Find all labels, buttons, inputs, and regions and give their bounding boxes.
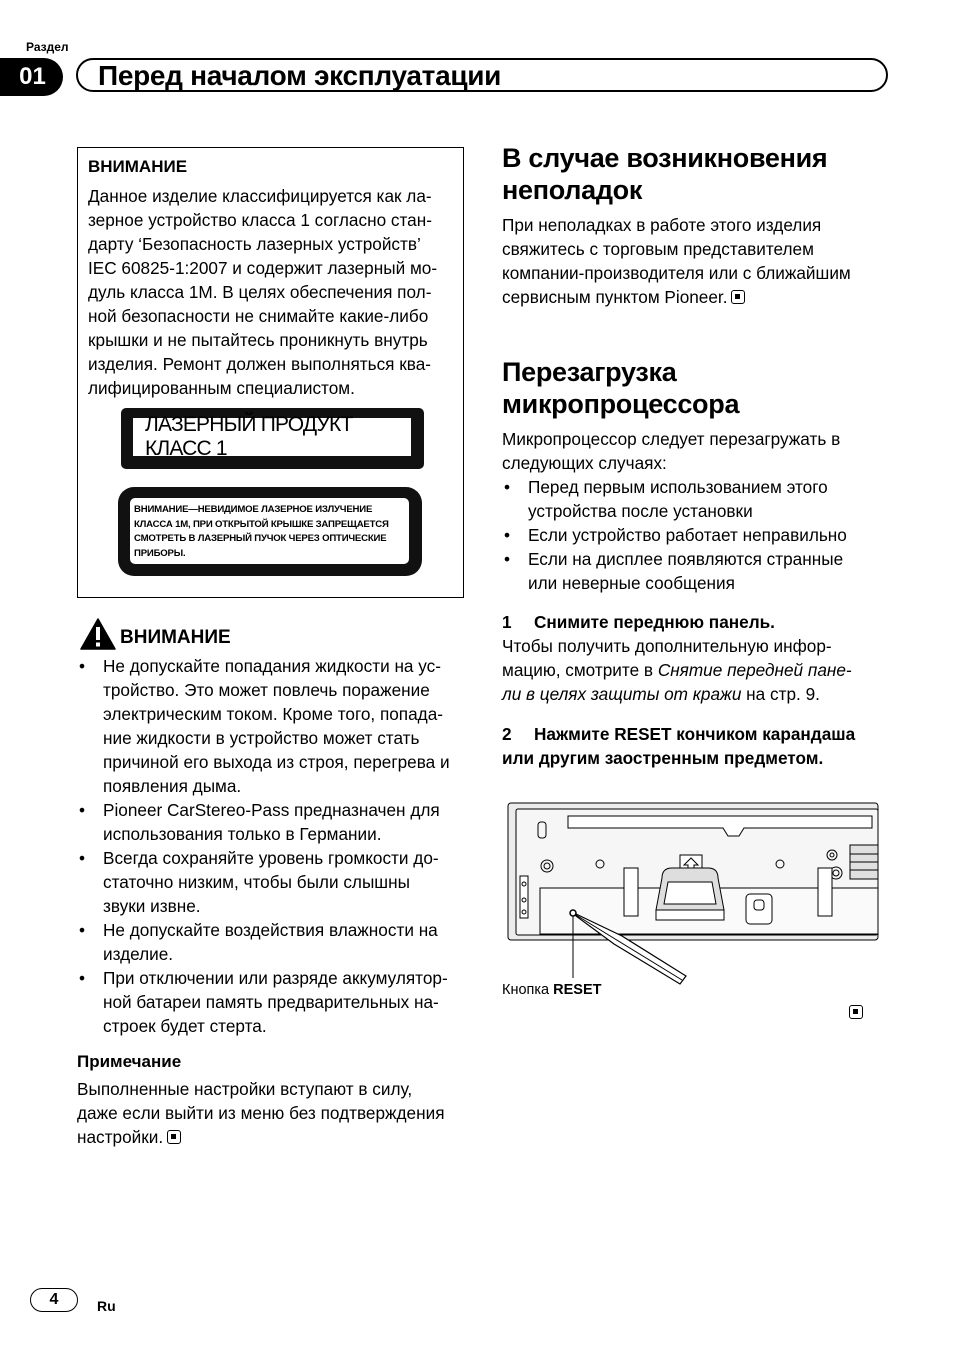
section-label: Раздел	[26, 40, 69, 54]
step-text-part: на стр. 9.	[741, 684, 820, 704]
heading-line: Перезагрузка	[502, 357, 677, 387]
end-mark-icon	[731, 290, 745, 304]
caution-line: крышки и не пытайтесь проникнуть внутрь	[88, 330, 428, 350]
reset-intro-line: Микропроцессор следует перезагружать в	[502, 429, 841, 449]
list-item-line: изделие.	[103, 944, 174, 964]
laser-warning-label	[130, 498, 409, 564]
trouble-line: свяжитесь с торговым представителем	[502, 239, 814, 259]
step-number: 2	[502, 724, 512, 744]
list-item-line: электрическим током. Кроме того, попада-	[103, 704, 443, 724]
caution-line: зерное устройство класса 1 согласно стан-	[88, 210, 432, 230]
laser-warning-line: ВНИМАНИЕ—НЕВИДИМОЕ ЛАЗЕРНОЕ ИЗЛУЧЕНИЕ	[134, 504, 373, 515]
list-item-line: • Не допускайте попадания жидкости на ус-	[103, 656, 441, 676]
cross-reference-link[interactable]: Снятие передней пане-	[657, 660, 852, 680]
reset-button-caption	[502, 982, 601, 998]
list-item-line: статочно низким, чтобы были слышны	[103, 872, 410, 892]
warning-heading: ВНИМАНИЕ	[120, 627, 231, 648]
list-item-line: устройства после установки	[528, 501, 753, 521]
end-mark-icon	[849, 1005, 863, 1019]
reset-intro-line: следующих случаях:	[502, 453, 667, 473]
step-2-title	[502, 722, 922, 770]
step-number: 1	[502, 612, 512, 632]
note-line: Выполненные настройки вступают в силу,	[77, 1079, 413, 1099]
note-text	[77, 1077, 467, 1149]
laser-warning-line: ПРИБОРЫ.	[134, 547, 186, 559]
trouble-line: компании-производителя или с ближайшим	[502, 263, 851, 283]
section-number-badge: 01	[0, 58, 63, 96]
list-item	[502, 547, 922, 595]
list-item-line: • Если устройство работает неправильно	[528, 525, 847, 545]
list-item-line: • Не допускайте воздействия влажности на	[103, 920, 438, 940]
trouble-line: сервисным пунктом Pioneer.	[502, 287, 728, 307]
trouble-line: При неполадках в работе этого изделия	[502, 215, 822, 235]
step-text-part: мацию, смотрите в	[502, 660, 658, 680]
list-item-line: • Перед первым использованием этого	[528, 477, 828, 497]
note-line: настройки.	[77, 1127, 164, 1147]
caution-line: лифицированным специалистом.	[88, 378, 355, 398]
list-item-line: • Если на дисплее появляются странные	[528, 549, 844, 569]
caution-line: изделия. Ремонт должен выполняться ква-	[88, 354, 431, 374]
list-item	[77, 846, 467, 918]
end-mark-icon	[167, 1130, 181, 1144]
list-item-line: • Всегда сохраняйте уровень громкости до-	[103, 848, 439, 868]
list-item	[502, 475, 922, 523]
step-1-text	[502, 634, 922, 706]
list-item	[77, 966, 467, 1038]
list-item-line: звуки извне.	[103, 896, 201, 916]
step-title-text: или другим заостренным предметом.	[502, 748, 824, 768]
list-item	[77, 798, 467, 846]
page-number: 4	[30, 1288, 78, 1312]
caption-text: Кнопка	[502, 982, 554, 998]
laser-warning-line: КЛАССА 1М, ПРИ ОТКРЫТОЙ КРЫШКЕ ЗАПРЕЩАЕТСЯ	[134, 518, 389, 530]
caution-line: ной безопасности не снимайте какие-либо	[88, 306, 429, 326]
note-heading: Примечание	[77, 1052, 182, 1071]
reset-cases-list	[502, 475, 922, 595]
reset-heading	[502, 356, 922, 420]
caution-box-heading: ВНИМАНИЕ	[88, 157, 188, 176]
laser-class1-label: ЛАЗЕРНЫЙ ПРОДУКТ КЛАСС 1	[133, 418, 411, 456]
list-item-line: тройство. Это может повлечь поражение	[103, 680, 430, 700]
page-title: Перед началом эксплуатации	[98, 60, 502, 91]
list-item	[77, 654, 467, 798]
list-item-line: использования только в Германии.	[103, 824, 382, 844]
list-item-line: причиной его выхода из строя, перегрева и	[103, 752, 450, 772]
note-line: даже если выйти из меню без подтверждения	[77, 1103, 445, 1123]
caution-box-text	[88, 184, 454, 400]
list-item-line: ной батареи память предварительных на-	[103, 992, 439, 1012]
list-item-line: или неверные сообщения	[528, 573, 735, 593]
caution-line: IEC 60825-1:2007 и содержит лазерный мо-	[88, 258, 438, 278]
caution-line: Данное изделие классифицируется как ла-	[88, 186, 432, 206]
warning-list	[77, 654, 467, 1038]
warning-triangle-icon	[80, 618, 116, 650]
head-unit-reset-illustration	[502, 800, 882, 985]
list-item-line: появления дыма.	[103, 776, 242, 796]
list-item-line: • При отключении или разряде аккумулятор-	[103, 968, 448, 988]
laser-warning-line: СМОТРЕТЬ В ЛАЗЕРНЫЙ ПУЧОК ЧЕРЕЗ ОПТИЧЕСКИЕ	[134, 533, 387, 544]
list-item-line: • Pioneer CarStereo-Pass предназначен для	[103, 800, 440, 820]
caution-line: дуль класса 1M. В целях обеспечения пол-	[88, 282, 432, 302]
caption-bold: RESET	[553, 982, 602, 998]
list-item	[502, 523, 922, 547]
caution-line: дарту ‘Безопасность лазерных устройств’	[88, 234, 421, 254]
heading-line: В случае возникновения	[502, 143, 828, 173]
step-title-text: Снимите переднюю панель.	[534, 612, 775, 632]
step-text-line: Чтобы получить дополнительную инфор-	[502, 636, 832, 656]
list-item	[77, 918, 467, 966]
cross-reference-link[interactable]: ли в целях защиты от кражи	[502, 684, 742, 704]
trouble-heading	[502, 142, 922, 206]
list-item-line: строек будет стерта.	[103, 1016, 267, 1036]
heading-line: неполадок	[502, 175, 643, 205]
step-title-text: Нажмите RESET кончиком карандаша	[534, 724, 856, 744]
reset-intro	[502, 427, 922, 475]
trouble-text	[502, 213, 922, 309]
heading-line: микропроцессора	[502, 389, 740, 419]
list-item-line: ние жидкости в устройство может стать	[103, 728, 420, 748]
step-1-title	[502, 610, 922, 634]
language-code: Ru	[97, 1298, 116, 1314]
